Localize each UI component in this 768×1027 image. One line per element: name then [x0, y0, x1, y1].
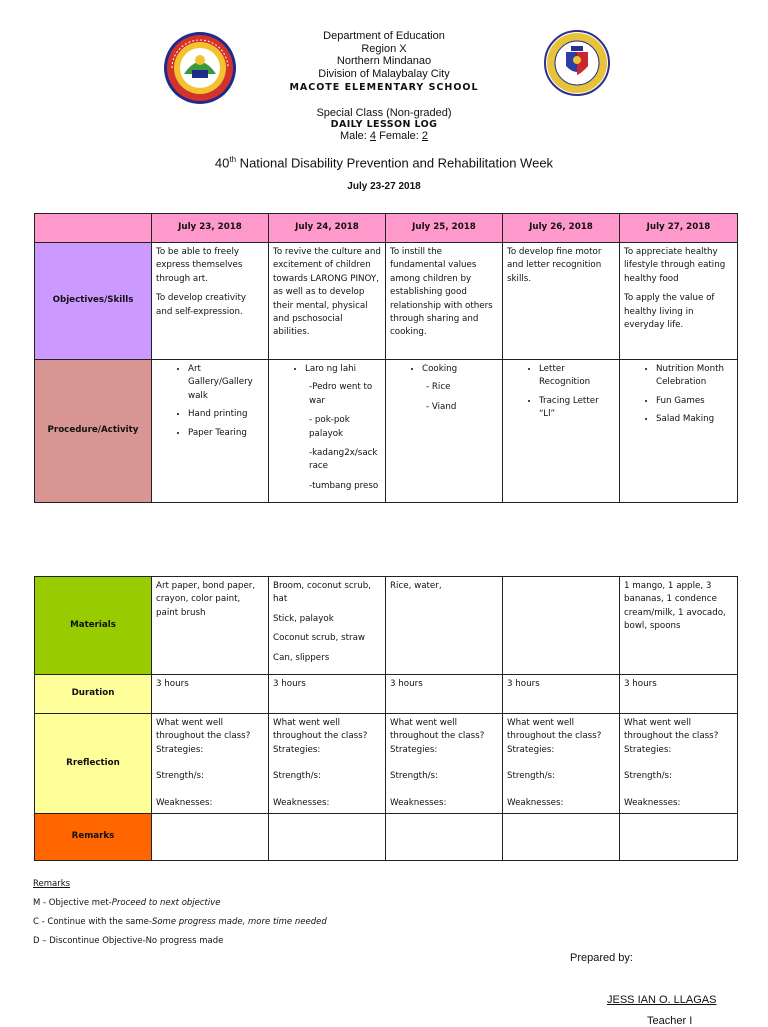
- list-item: • Fun Games: [656, 395, 733, 408]
- materials-label: Materials: [35, 577, 152, 675]
- day-header: July 23, 2018: [152, 214, 269, 243]
- duration-cell: 3 hours: [269, 675, 386, 714]
- date-range: July 23-27 2018: [347, 181, 421, 192]
- lesson-table-top: [34, 213, 738, 503]
- materials-cell: Art paper, bond paper, crayon, color paint, paint brush: [152, 577, 269, 675]
- duration-cell: 3 hours: [503, 675, 620, 714]
- list-item: -Pedro went to war: [309, 382, 373, 406]
- legend-item-c: C - Continue with the same-Some progress made, more time needed: [33, 917, 327, 927]
- list-item: - Rice: [426, 382, 451, 393]
- division-line: Division of Malaybalay City: [318, 67, 450, 80]
- duration-cell: 3 hours: [620, 675, 738, 714]
- legend-item-d: D – Discontinue Objective-No progress made: [33, 936, 224, 946]
- list-item: - Viand: [426, 401, 457, 412]
- materials-cell: 1 mango, 1 apple, 3 bananas, 1 condence cream/milk, 1 avocado, bowl, spoons: [620, 577, 738, 675]
- list-item: • Letter Recognition: [539, 363, 615, 390]
- area-line: Northern Mindanao: [336, 55, 432, 68]
- remarks-cell: [386, 814, 503, 861]
- list-item: • Hand printing: [188, 408, 264, 421]
- female-label: Female:: [379, 129, 419, 142]
- school-name: MACOTE ELEMENTARY SCHOOL: [289, 82, 479, 94]
- procedure-cell: [386, 360, 503, 503]
- day-header: July 27, 2018: [620, 214, 738, 243]
- list-item: • Art Gallery/Gallery walk: [188, 363, 264, 403]
- objectives-label: Objectives/Skills: [35, 243, 152, 360]
- objectives-cell: To be able to freely express themselves through art. To develop creativity and self-expression.: [152, 243, 269, 360]
- list-item: • Nutrition Month Celebration: [656, 363, 733, 390]
- male-count: 4: [369, 129, 377, 142]
- remarks-cell: [620, 814, 738, 861]
- list-item: -tumbang preso: [309, 480, 379, 491]
- list-item: • Paper Tearing: [188, 427, 264, 440]
- day-header: July 25, 2018: [386, 214, 503, 243]
- list-item: - pok-pok palayok: [309, 415, 350, 439]
- procedure-cell: [152, 360, 269, 503]
- day-header: July 26, 2018: [503, 214, 620, 243]
- duration-cell: 3 hours: [386, 675, 503, 714]
- procedure-cell: [503, 360, 620, 503]
- remarks-cell: [503, 814, 620, 861]
- objectives-cell: To instill the fundamental values among children by establishing good relationship with others through sharing and cooking.: [386, 243, 503, 360]
- reflection-cell: What went well throughout the class? Strategies: Strength/s: Weaknesses:: [620, 714, 738, 814]
- reflection-cell: What went well throughout the class? Strategies: Strength/s: Weaknesses:: [152, 714, 269, 814]
- legend-title: Remarks: [33, 879, 71, 889]
- region-line: Region X: [361, 42, 407, 55]
- duration-cell: 3 hours: [152, 675, 269, 714]
- objectives-cell: To appreciate healthy lifestyle through eating healthy food To apply the value of healthy living in everyday life.: [620, 243, 738, 360]
- class-type: Special Class (Non-graded): [316, 106, 452, 119]
- procedure-label: Procedure/Activity: [35, 360, 152, 503]
- duration-label: Duration: [35, 675, 152, 714]
- remarks-label: Remarks: [35, 814, 152, 861]
- list-item: • Cooking: [422, 363, 498, 376]
- objectives-cell: To develop fine motor and letter recognition skills.: [503, 243, 620, 360]
- materials-cell: [503, 577, 620, 675]
- list-item: • Tracing Letter “Ll”: [539, 395, 615, 422]
- teacher-title: Teacher I: [647, 1015, 693, 1027]
- list-item: • Salad Making: [656, 413, 733, 426]
- remarks-cell: [269, 814, 386, 861]
- reflection-cell: What went well throughout the class? Strategies: Strength/s: Weaknesses:: [269, 714, 386, 814]
- procedure-cell: [620, 360, 738, 503]
- reflection-cell: What went well throughout the class? Strategies: Strength/s: Weaknesses:: [386, 714, 503, 814]
- log-title: DAILY LESSON LOG: [330, 119, 438, 131]
- remarks-cell: [152, 814, 269, 861]
- lesson-table-bottom: [34, 576, 738, 861]
- reflection-label: Rreflection: [35, 714, 152, 814]
- list-item: -kadang2x/sack race: [309, 448, 378, 472]
- female-count: 2: [421, 129, 429, 142]
- male-label: Male:: [339, 129, 367, 142]
- document-header: [0, 30, 768, 142]
- department-line: Department of Education: [323, 30, 445, 42]
- objectives-cell: To revive the culture and excitement of children towards LARONG PINOY, as well as to develop their mental, physical and pschosocial abilities.: [269, 243, 386, 360]
- corner-cell: [35, 214, 152, 243]
- week-title: 40th National Disability Prevention and Rehabilitation Week: [214, 155, 554, 171]
- reflection-cell: What went well throughout the class? Strategies: Strength/s: Weaknesses:: [503, 714, 620, 814]
- enrollment-line: [0, 131, 768, 143]
- materials-cell: Rice, water,: [386, 577, 503, 675]
- prepared-by-label: Prepared by:: [570, 952, 633, 964]
- legend-item-m: M - Objective met-Proceed to next objective: [33, 898, 221, 908]
- procedure-cell: [269, 360, 386, 503]
- day-header: July 24, 2018: [269, 214, 386, 243]
- teacher-name: JESS IAN O. LLAGAS: [607, 994, 717, 1006]
- materials-cell: Broom, coconut scrub, hat Stick, palayok Coconut scrub, straw Can, slippers: [269, 577, 386, 675]
- remarks-legend: [33, 877, 327, 953]
- list-item: • Laro ng lahi: [305, 363, 381, 376]
